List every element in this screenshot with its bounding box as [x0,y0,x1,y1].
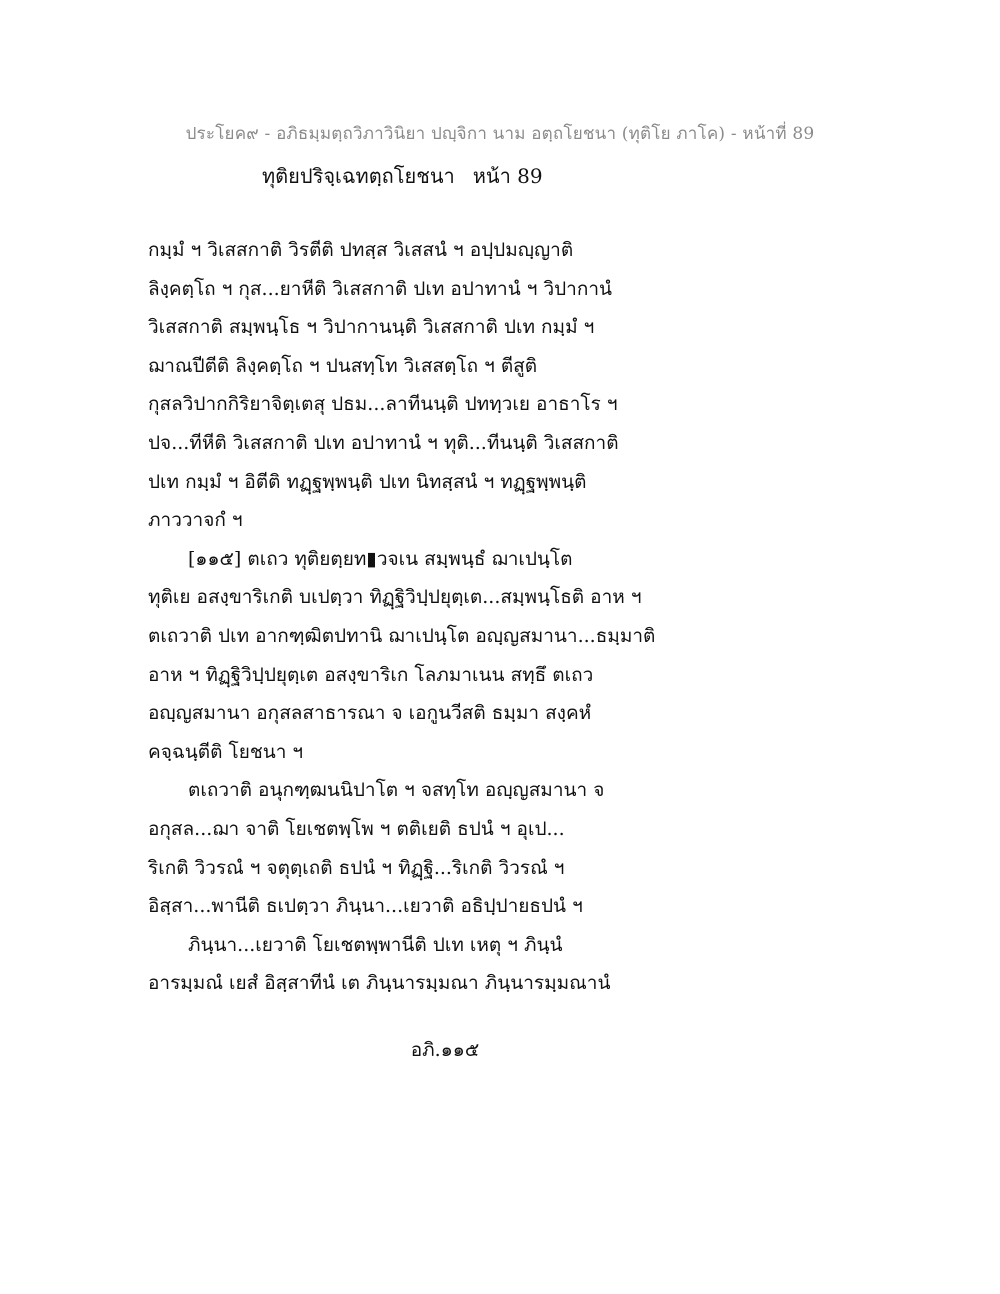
text-line: วิเสสกาติ สมฺพนฺโธ ฯ วิปากานนฺติ วิเสสกาติ ปเท กมฺมํ ฯ [148,316,595,339]
text-line: อารมฺมณํ เยสํ อิสฺสาทีนํ เต ภินฺนารมฺมณา ภินฺนารมฺมณานํ [148,972,611,995]
running-header: ประโยค๙ - อภิธมฺมตฺถวิภาวินิยา ปญฺจิกา นาม อตฺถโยชนา (ทุติโย ภาโค) - หน้าที่ 89 [185,124,815,144]
section-header [262,160,543,192]
text-line: ปเท กมฺมํ ฯ อิตีติ ทฏฺฐพฺพนฺติ ปเท นิทสฺสนํ ฯ ทฏฺฐพฺพนฺติ [148,470,587,493]
text-line: ลิงฺคตฺโถ ฯ กุส...ยาหีติ วิเสสกาติ ปเท อปาทานํ ฯ วิปากานํ [148,277,613,300]
text-line: ตเถวาติ ปเท อากฑฺฒิตปทานิ ฌาเปนฺโต อญฺญสมานา...ธมฺมาติ [148,624,656,647]
text-line: กุสลวิปากกิริยาจิตฺเตสุ ปธม...ลาทีนนฺติ ปททฺวเย อาธาโร ฯ [148,393,618,416]
text-line: อิสฺสา...พานีติ ธเปตฺวา ภินฺนา...เยวาติ อธิปฺปายธปนํ ฯ [148,895,583,918]
text-line: ปจ...ทีหีติ วิเสสกาติ ปเท อปาทานํ ฯ ทุติ...ทีนนฺติ วิเสสกาติ [148,431,619,454]
text-line: อญฺญสมานา อกุสลสาธารณา จ เอกูนวีสติ ธมฺมา สงฺคหํ [148,702,592,725]
text-line: ฌาณปีตีติ ลิงฺคตฺโถ ฯ ปนสทฺโท วิเสสตฺโถ ฯ ตีสูติ [148,354,538,377]
text-line: ริเกติ วิวรณํ ฯ จตุตฺเถติ ธปนํ ฯ ทิฏฺฐิ...ริเกติ วิวรณํ ฯ [148,856,565,879]
section-title: ทุติยปริจฺเฉทตฺถโยชนา [262,164,455,188]
text-line: ภินฺนา...เยวาติ โยเชตพฺพานีติ ปเท เหตุ ฯ ภินฺนํ [188,933,563,956]
text-line: อกุสล...ฌา จาติ โยเชตพฺโพ ฯ ตติเยติ ธปนํ ฯ อุเป... [148,817,565,840]
text-line: อาห ฯ ทิฏฺฐิวิปฺปยุตฺเต อสงฺขาริเก โลภมาเนน สทฺธึ ตเถว [148,663,594,686]
text-line: ตเถวาติ อนุกฑฺฒนนิปาโต ฯ จสทฺโท อญฺญสมานา จ [188,779,605,802]
text-line: ภาววาจกํ ฯ [148,509,243,532]
footer-mark: อภิ.๑๑๕ [410,1039,480,1061]
page-label: หน้า 89 [472,164,543,188]
text-line: [๑๑๕] ตเถว ทุติยตฺยท▮วจเน สมฺพนฺธํ ฌาเปนฺโต [188,547,573,570]
body-text [148,231,668,1003]
footer-mark-container [0,1035,1000,1065]
text-line: ทุติเย อสงฺขาริเกติ บเปตฺวา ทิฏฺฐิวิปฺปยุตฺเต...สมฺพนฺโธติ อาห ฯ [148,586,642,609]
text-line: กมฺมํ ฯ วิเสสกาติ วิรตีติ ปทสฺส วิเสสนํ ฯ อปฺปมญฺญาติ [148,239,574,261]
text-line: คจฺฉนฺตีติ โยชนา ฯ [148,740,304,763]
